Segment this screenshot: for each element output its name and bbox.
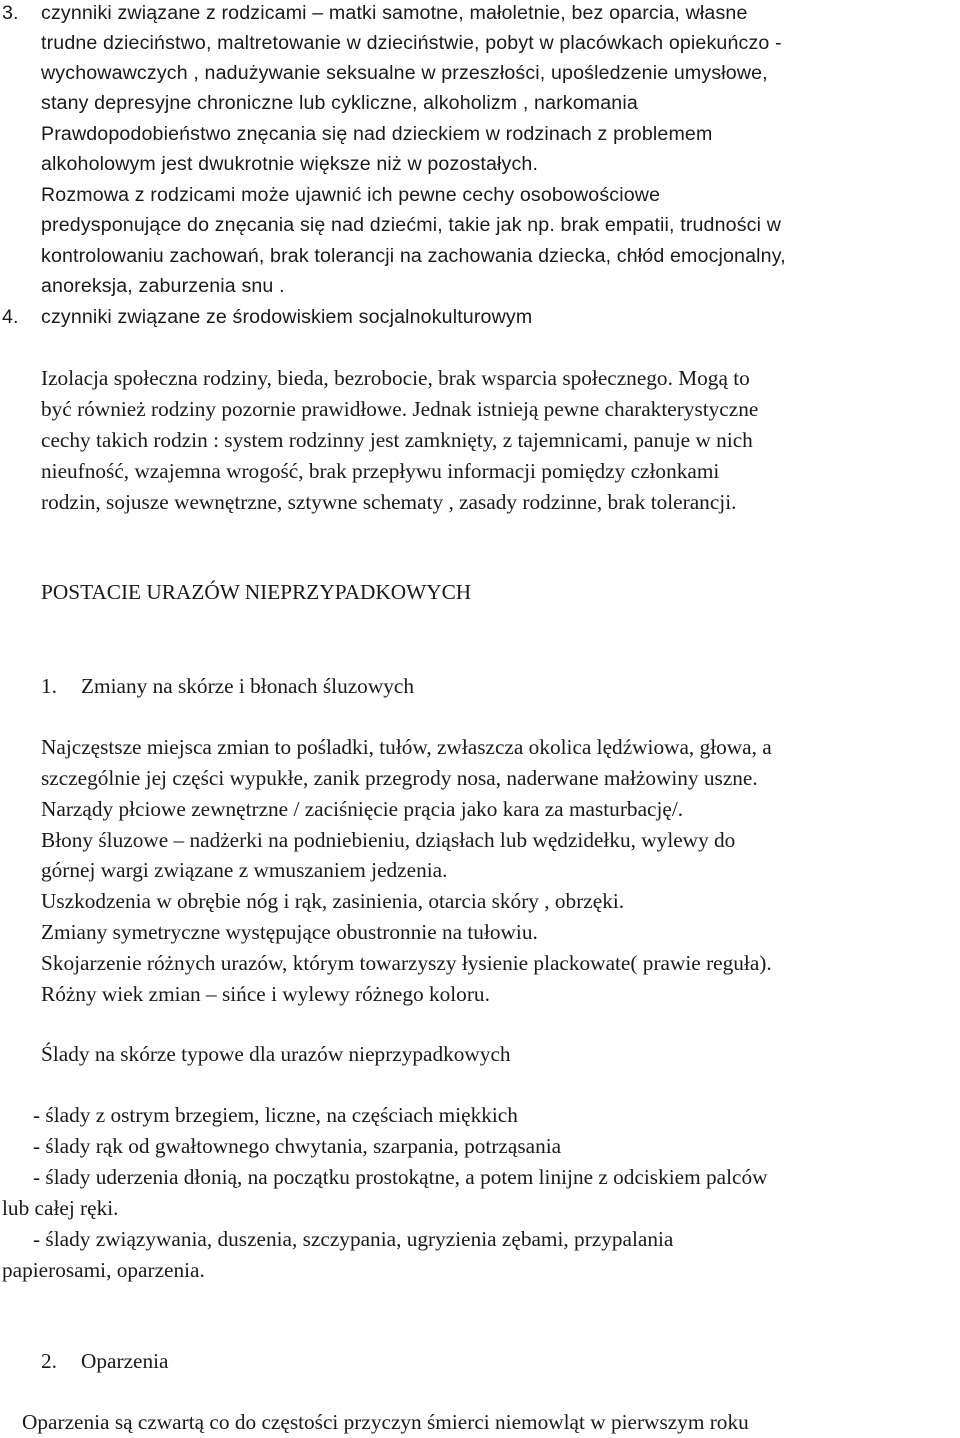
section-3-line: stany depresyjne chroniczne lub cykliczne, alkoholizm , narkomania	[41, 92, 638, 114]
section-3-line: wychowawczych , nadużywanie seksualne w przeszłości, upośledzenie umysłowe,	[41, 62, 768, 84]
section-4-line: rodzin, sojusze wewnętrzne, sztywne schematy , zasady rodzinne, brak tolerancji.	[41, 490, 737, 514]
skin-section-line: Zmiany symetryczne występujące obustronnie na tułowiu.	[41, 920, 538, 944]
skin-section-line: Skojarzenie różnych urazów, którym towarzyszy łysienie plackowate( prawie reguła).	[41, 951, 772, 975]
section-4-line: nieufność, wzajemna wrogość, brak przepływu informacji pomiędzy członkami	[41, 459, 720, 483]
section-3-line: alkoholowym jest dwukrotnie większe niż w pozostałych.	[41, 153, 539, 175]
section-3-line: Prawdopodobieństwo znęcania się nad dzieckiem w rodzinach z problemem	[41, 123, 713, 145]
skin-section-line: Narządy płciowe zewnętrzne / zaciśnięcie prącia jako kara za masturbację/.	[41, 797, 684, 821]
traces-item: - ślady z ostrym brzegiem, liczne, na częściach miękkich	[33, 1103, 518, 1127]
skin-section-heading: Zmiany na skórze i błonach śluzowych	[81, 674, 414, 698]
section-3-line: Rozmowa z rodzicami może ujawnić ich pewne cechy osobowościowe	[41, 184, 661, 206]
traces-heading: Ślady na skórze typowe dla urazów nieprzypadkowych	[41, 1042, 511, 1066]
section-4-line: Izolacja społeczna rodziny, bieda, bezrobocie, brak wsparcia społecznego. Mogą to	[41, 366, 750, 390]
forms-title: POSTACIE URAZÓW NIEPRZYPADKOWYCH	[41, 580, 472, 604]
section-3-line: anoreksja, zaburzenia snu .	[41, 275, 285, 297]
section-4-line: cechy takich rodzin : system rodzinny jest zamknięty, z tajemnicami, panuje w nich	[41, 428, 753, 452]
traces-item: - ślady uderzenia dłonią, na początku prostokątne, a potem linijne z odciskiem palców	[33, 1165, 768, 1189]
traces-item: - ślady związywania, duszenia, szczypania, ugryzienia zębami, przypalania	[33, 1227, 674, 1251]
burns-section-line: Oparzenia są czwartą co do częstości przyczyn śmierci niemowląt w pierwszym roku	[22, 1410, 749, 1434]
skin-section-line: Uszkodzenia w obrębie nóg i rąk, zasinienia, otarcia skóry , obrzęki.	[41, 889, 625, 913]
section-3-line: czynniki związane z rodzicami – matki samotne, małoletnie, bez oparcia, własne	[41, 2, 748, 24]
skin-section-line: szczególnie jej części wypukłe, zanik przegrody nosa, naderwane małżowiny uszne.	[41, 766, 758, 790]
section-3-line: trudne dzieciństwo, maltretowanie w dzieciństwie, pobyt w placówkach opiekuńczo -	[41, 32, 782, 54]
section-3-line: predysponujące do znęcania się nad dziećmi, takie jak np. brak empatii, trudności w	[41, 214, 781, 236]
section-4-heading: czynniki związane ze środowiskiem socjalnokulturowym	[41, 306, 533, 328]
section-3-line: kontrolowaniu zachowań, brak tolerancji na zachowania dziecka, chłód emocjonalny,	[41, 245, 786, 267]
section-4-line: być również rodziny pozornie prawidłowe. Jednak istnieją pewne charakterystyczne	[41, 397, 759, 421]
skin-section-line: Błony śluzowe – nadżerki na podniebieniu, dziąsłach lub wędzidełku, wylewy do	[41, 828, 736, 852]
skin-section-line: górnej wargi związane z wmuszaniem jedzenia.	[41, 858, 448, 882]
burns-section-heading: Oparzenia	[81, 1349, 169, 1373]
skin-section-line: Różny wiek zmian – sińce i wylewy różnego koloru.	[41, 982, 490, 1006]
traces-item-continuation: papierosami, oparzenia.	[2, 1258, 205, 1282]
traces-item: - ślady rąk od gwałtownego chwytania, szarpania, potrząsania	[33, 1134, 562, 1158]
burns-section-number: 2.	[41, 1349, 57, 1373]
traces-item-continuation: lub całej ręki.	[2, 1196, 119, 1220]
skin-section-number: 1.	[41, 674, 57, 698]
skin-section-line: Najczęstsze miejsca zmian to pośladki, tułów, zwłaszcza okolica lędźwiowa, głowa, a	[41, 735, 772, 759]
